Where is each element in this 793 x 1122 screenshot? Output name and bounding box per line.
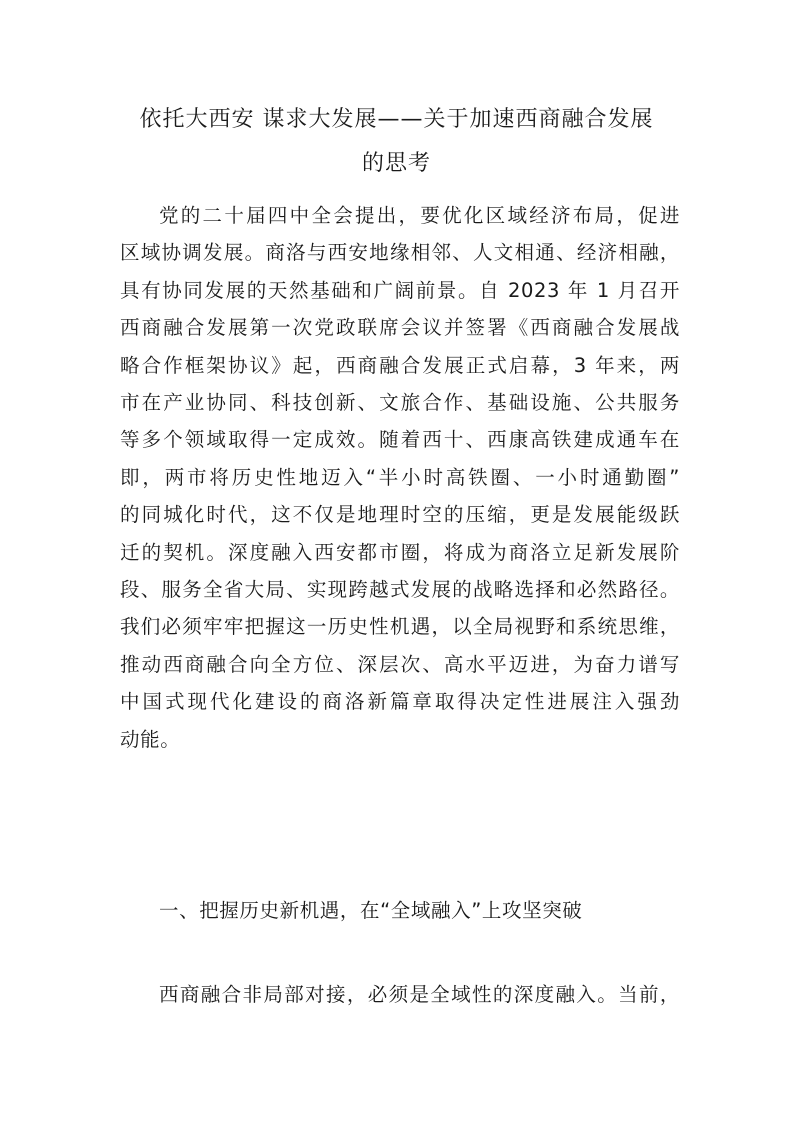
document-title [90, 98, 703, 186]
paragraph-line: 等多个领域取得一定成效。随着西十、西康高铁建成通车在 [120, 428, 680, 452]
paragraph-line: 略合作框架协议》起，西商融合发展正式启幕，3 年来，两 [120, 353, 680, 377]
paragraph-line: 区域协调发展。商洛与西安地缘相邻、人文相通、经济相融， [120, 241, 680, 265]
intro-paragraph [120, 197, 680, 758]
paragraph-line: 动能。 [120, 727, 181, 751]
paragraph-line: 的同城化时代，这不仅是地理时空的压缩，更是发展能级跃 [120, 503, 680, 527]
paragraph-line: 西商融合发展第一次党政联席会议并签署《西商融合发展战 [120, 316, 680, 340]
paragraph-line: 段、服务全省大局、实现跨越式发展的战略选择和必然路径。 [120, 578, 680, 602]
paragraph-line: 即，两市将历史性地迈入“半小时高铁圈、一小时通勤圈” [120, 465, 680, 489]
paragraph-line: 市在产业协同、科技创新、文旅合作、基础设施、公共服务 [120, 391, 680, 415]
paragraph-line: 迁的契机。深度融入西安都市圈，将成为商洛立足新发展阶 [120, 540, 680, 564]
paragraph-line: 我们必须牢牢把握这一历史性机遇，以全局视野和系统思维， [120, 615, 680, 639]
title-line-2: 的思考 [361, 151, 431, 176]
paragraph-line: 中国式现代化建设的商洛新篇章取得决定性进展注入强劲 [120, 690, 680, 714]
section-heading: 一、把握历史新机遇，在“全域融入”上攻坚突破 [159, 899, 583, 922]
paragraph-line: 党的二十届四中全会提出，要优化区域经济布局，促进 [159, 204, 680, 227]
paragraph-line: 推动西商融合向全方位、深层次、高水平迈进，为奋力谱写 [120, 652, 680, 676]
section-paragraph [120, 976, 680, 1013]
paragraph-line: 具有协同发展的天然基础和广阔前景。自 2023 年 1 月召开 [120, 278, 680, 302]
title-line-1: 依托大西安 谋求大发展——关于加速西商融合发展 [139, 107, 654, 132]
paragraph-line: 西商融合非局部对接，必须是全域性的深度融入。当前， [159, 983, 680, 1006]
